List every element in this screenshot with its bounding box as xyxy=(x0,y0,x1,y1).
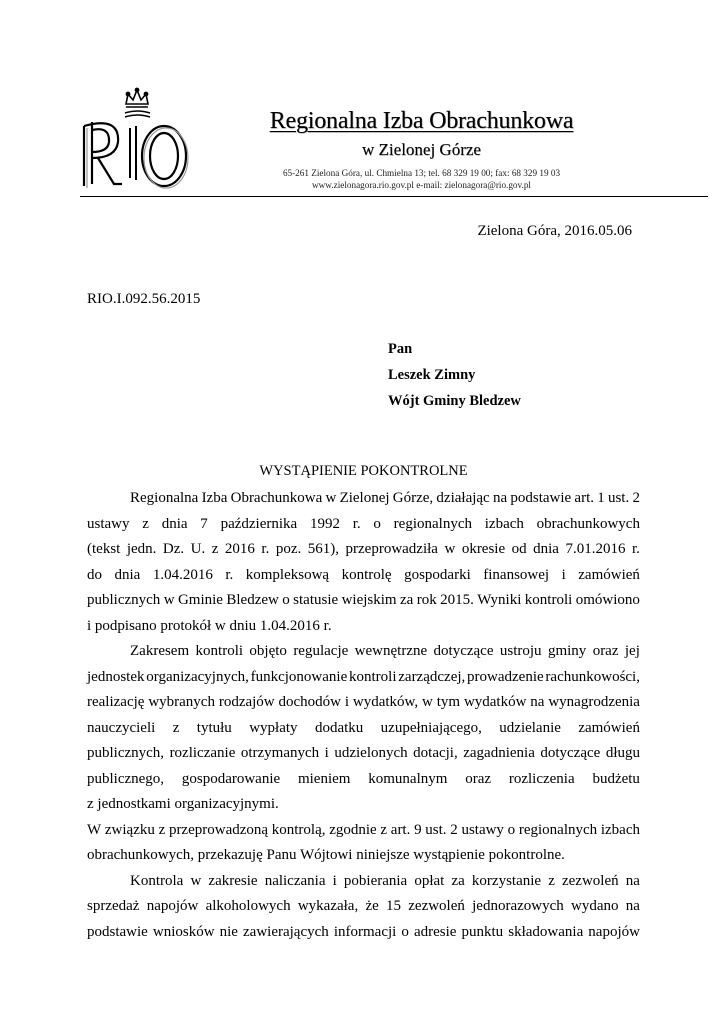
crown-icon xyxy=(126,88,148,107)
body-line: W związku z przeprowadzoną kontrolą, zgodnie z art. 9 ust. 2 ustawy o regionalnych izbach xyxy=(87,821,640,838)
body-line: publicznego, gospodarowanie mieniem komunalnym oraz rozliczenia budżetu xyxy=(87,770,640,787)
organization-contact-web: www.zielonagora.rio.gov.pl e-mail: zielonagora@rio.gov.pl xyxy=(312,180,531,190)
body-line: (tekst jedn. Dz. U. z 2016 r. poz. 561), przeprowadziła w okresie od dnia 7.01.2016 r. xyxy=(87,541,640,557)
body-line: Regionalna Izba Obrachunkowa w Zielonej Górze, działając na podstawie art. 1 ust. 2 xyxy=(130,490,640,506)
body-line: do dnia 1.04.2016 r. kompleksową kontrolę gospodarki finansowej i zamówień xyxy=(87,566,640,583)
body-line: nauczycieli z tytułu wypłaty dodatku uzupełniającego, udzielanie zamówień xyxy=(87,719,640,736)
organization-city: w Zielonej Górze xyxy=(362,140,481,159)
body-line: Zakresem kontroli objęto regulacje wewnętrzne dotyczące ustroju gminy oraz jej xyxy=(130,643,640,659)
body-line: sprzedaż napojów alkoholowych wykazała, że 15 zezwoleń jednorazowych wydano na xyxy=(87,898,640,914)
body-line: realizację wybranych rodzajów dochodów i wydatków, w tym wydatków na wynagrodzenia xyxy=(87,694,640,710)
document-title: WYSTĄPIENIE POKONTROLNE xyxy=(259,463,468,479)
body-line: podstawie wniosków nie zawierających informacji o adresie punktu składowania napojów xyxy=(87,923,640,940)
body-line: Kontrola w zakresie naliczania i pobierania opłat za korzystanie z zezwoleń na xyxy=(130,872,640,889)
rio-logo xyxy=(80,86,190,190)
addressee-name: Leszek Zimny xyxy=(388,367,476,383)
body-line: publicznych, rozliczanie otrzymanych i udzielonych dotacji, zagadnienia dotyczące długu xyxy=(87,745,640,761)
addressee-position: Wójt Gminy Bledzew xyxy=(388,393,521,409)
organization-address: 65-261 Zielona Góra, ul. Chmielna 13; tel. 68 329 19 00; fax: 68 329 19 03 xyxy=(282,168,561,178)
organization-name: Regionalna Izba Obrachunkowa xyxy=(269,108,574,134)
body-line: ustawy z dnia 7 października 1992 r. o regionalnych izbach obrachunkowych xyxy=(87,515,640,532)
body-line: publicznych w Gminie Bledzew o statusie wiejskim za rok 2015. Wyniki kontroli omówiono xyxy=(87,592,640,608)
body-line: z jednostkami organizacyjnymi. xyxy=(87,796,279,812)
date-line: Zielona Góra, 2016.05.06 xyxy=(477,223,632,239)
header-divider xyxy=(80,196,708,197)
body-line: i podpisano protokół w dniu 1.04.2016 r. xyxy=(87,617,332,634)
reference-number: RIO.I.092.56.2015 xyxy=(87,291,201,307)
addressee-title: Pan xyxy=(388,341,413,357)
body-line: obrachunkowych, przekazuję Panu Wójtowi niniejsze wystąpienie pokontrolne. xyxy=(87,847,565,863)
body-line: jednostek organizacyjnych, funkcjonowanie kontroli zarządczej, prowadzenie rachunkowości, xyxy=(87,668,640,685)
